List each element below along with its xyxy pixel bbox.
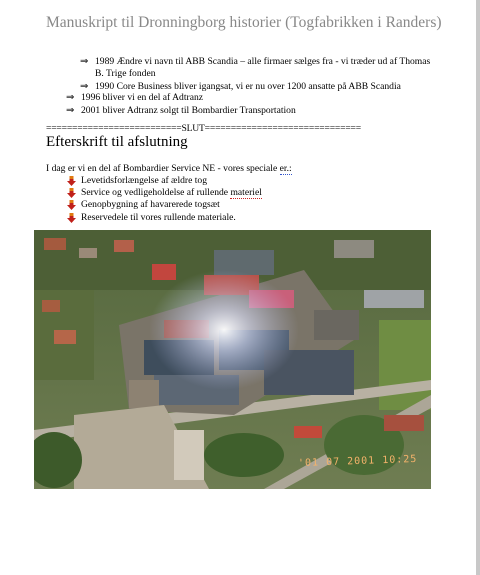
end-separator: ==========================SLUT============================== <box>46 123 361 134</box>
arrow-down-bullet-icon <box>67 188 76 198</box>
double-right-arrow-icon: ⇒ <box>66 105 75 116</box>
aerial-photo-drawing <box>34 230 431 489</box>
page-edge-shadow <box>476 0 480 575</box>
list-item-text: Genopbygning af havarerede togsæt <box>81 199 220 211</box>
list-item-text: 1989 Ændre vi navn til ABB Scandia – alle firmaer sælges fra - vi træder ud af Thomas B. Trige fonden <box>95 56 431 79</box>
intro-text: I dag er vi en del af Bombardier Service NE - vores speciale <box>46 163 278 174</box>
list-item <box>66 199 406 211</box>
arrow-down-bullet-icon <box>67 213 76 223</box>
factory-aerial-photo <box>34 230 431 489</box>
double-right-arrow-icon: ⇒ <box>66 92 75 103</box>
list-item-text: 1996 bliver vi en del af Adtranz <box>81 92 204 103</box>
list-item-text: Service og vedligeholdelse af rullende <box>81 187 231 199</box>
list-item <box>66 105 446 117</box>
arrow-down-bullet-icon <box>67 200 76 210</box>
timeline-list-indented <box>80 56 440 94</box>
photo-date-stamp: '01 07 2001 10:25 <box>297 453 418 470</box>
intro-paragraph <box>46 163 292 174</box>
list-item <box>66 92 446 104</box>
spelling-mark: materiel <box>230 187 262 199</box>
intro-grammar-mark: er.: <box>279 163 292 174</box>
list-item-text: 1990 Core Business bliver igangsat, vi er nu over 1200 ansatte på ABB Scandia <box>95 81 401 92</box>
list-item-text: Reservedele til vores rullende materiale. <box>81 211 236 223</box>
services-list <box>66 175 406 224</box>
list-item-text: 2001 bliver Adtranz solgt til Bombardier Transportation <box>81 105 296 116</box>
arrow-down-bullet-icon <box>67 176 76 186</box>
section-heading: Efterskrift til afslutning <box>46 134 188 150</box>
list-item <box>66 175 406 187</box>
list-item <box>66 212 406 224</box>
double-right-arrow-icon: ⇒ <box>80 56 89 67</box>
double-right-arrow-icon: ⇒ <box>80 81 89 92</box>
list-item <box>80 56 440 80</box>
timeline-list <box>66 92 446 118</box>
list-item <box>66 187 406 199</box>
list-item-text: Levetidsforlængelse af ældre tog <box>81 175 208 186</box>
document-title: Manuskript til Dronningborg historier (Togfabrikken i Randers) <box>46 14 442 31</box>
